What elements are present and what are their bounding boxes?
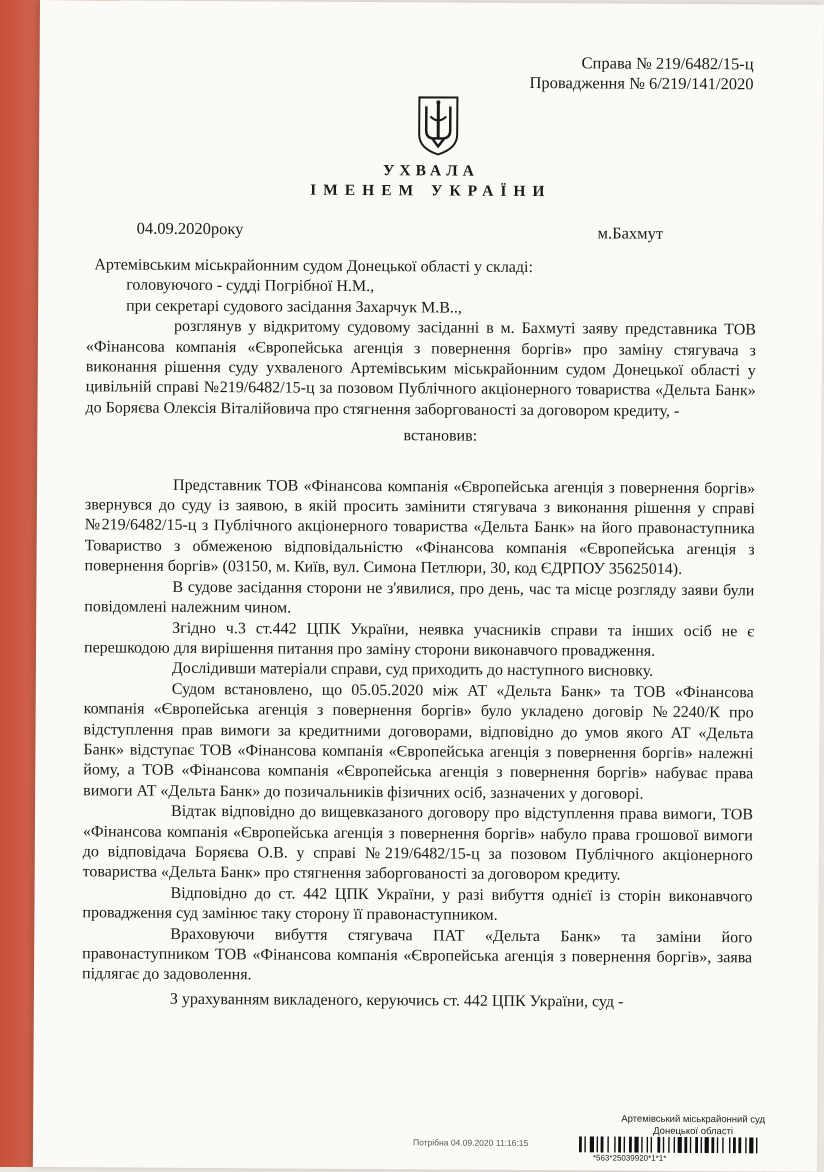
court-composition: Артемівським міськрайонним судом Донецької області у складі:: [94, 256, 534, 277]
body-paragraph: Згідно ч.3 ст.442 ЦПК України, неявка учасників справи та інших осіб не є перешкодою для вирішення питання про заміну сторони виконавчого провадження.: [83, 619, 755, 660]
body-paragraph: Представник ТОВ «Фінансова компанія «Європейська агенція з повернення боргів» звернувся до суду із заявою, в якій просить замінити стягувача з виконання рішення у справі №219/6482/15-ц з Публічного акціонерного товариства «Дельта Банк» на його правонаступника Товариство з обмеженою відповідальністю «Фінансова компанія «Європейська агенція з повернення боргів» (03150, м. Київ, вул. Симона Петлюри, 30, код ЄДРПОУ 35625014).: [84, 476, 756, 579]
body-paragraph: Враховуючи вибуття стягувача ПАТ «Дельта Банк» та заміни його правонаступником ТОВ «Фінансова компанія «Європейська агенція з повернення боргів», заява підлягає до задоволення.: [81, 925, 753, 984]
document-page: [33, 0, 824, 1172]
document-date: 04.09.2020року: [136, 218, 244, 239]
court-secretary: при секретарі судового засідання Захарчук М.В..,: [126, 297, 462, 317]
presiding-judge: головуючого - судді Погрібної Н.М.,: [126, 276, 375, 296]
registration-stamp: [413, 1110, 793, 1162]
stamp-court-region: Донецької області: [653, 1125, 734, 1138]
stamp-court-name: Артемівський міськрайонний суд: [621, 1113, 766, 1126]
document-subtitle: ІМЕНЕМ УКРАЇНИ: [310, 181, 552, 201]
document-body: [82, 255, 757, 1013]
barcode: [579, 1136, 785, 1153]
trident-coat-of-arms-icon: [416, 94, 460, 156]
case-number: Справа № 219/6482/15-ц: [581, 53, 754, 74]
document-city: м.Бахмут: [597, 223, 664, 243]
body-paragraph: Дослідивши матеріали справи, суд приходить до наступного висновку.: [171, 660, 654, 681]
body-paragraph: Судом встановлено, що 05.05.2020 між АТ «Дельта Банк» та ТОВ «Фінансова компанія «Європейська агенція з повернення боргів» було укладено договір №2240/К про відступлення прав вимоги за кредитними договорами, відповідно до умов якого АТ «Дельта Банк» відступає ТОВ «Фінансова компанія «Європейська агенція з повернення боргів» належні йому, а ТОВ «Фінансова компанія «Європейська агенція з повернення боргів» набуває права вимоги АТ «Дельта Банк» до позичальників фізичних осіб, зазначених у договорі.: [83, 680, 754, 803]
considered-paragraph: розглянув у відкритому судовому засіданні в м. Бахмуті заяву представника ТОВ «Фінансова компанія «Європейська агенція з повернення боргів» про заміну стягувача з виконання рішення суду ухваленого Артемівським міськрайонним судом Донецької області у цивільній справі №219/6482/15-ц за позовом Публічного акціонерного товариства «Дельта Банк» до Боряєва Олексія Віталійовича про стягнення заборгованості за договором кредиту, -: [85, 318, 757, 420]
conclusion-paragraph: З урахуванням викладеного, керуючись ст. 442 ЦПК України, суд -: [169, 990, 624, 1011]
stamp-received-text: Потрібна 04.09.2020 11:16:15: [412, 1137, 529, 1149]
body-paragraph: Відповідно до ст. 442 ЦПК України, у разі вибуття однієї із сторін виконавчого провадження суд замінює таку сторону її правонаступником.: [82, 884, 753, 925]
body-paragraph: В судове засідання сторони не з'явилися, про день, час та місце розгляду заяви були повідомлені належним чином.: [84, 578, 755, 617]
document-title: УХВАЛА: [382, 162, 479, 180]
body-paragraph: Відтак відповідно до вищевказаного договору про відступлення права вимоги, ТОВ «Фінансова компанія «Європейська агенція з повернення боргів» набуло права грошової вимоги до відповідача Боряєва О.В. у справі №219/6482/15-ц за позовом Публічного акціонерного товариства «Дельта Банк» про стягнення заборгованості за договором кредиту.: [82, 802, 754, 884]
barcode-number: *563*25039920*1*1*: [592, 1153, 667, 1163]
proceeding-number: Провадження № 6/219/141/2020: [529, 72, 754, 94]
established-heading: встановив:: [403, 427, 478, 445]
